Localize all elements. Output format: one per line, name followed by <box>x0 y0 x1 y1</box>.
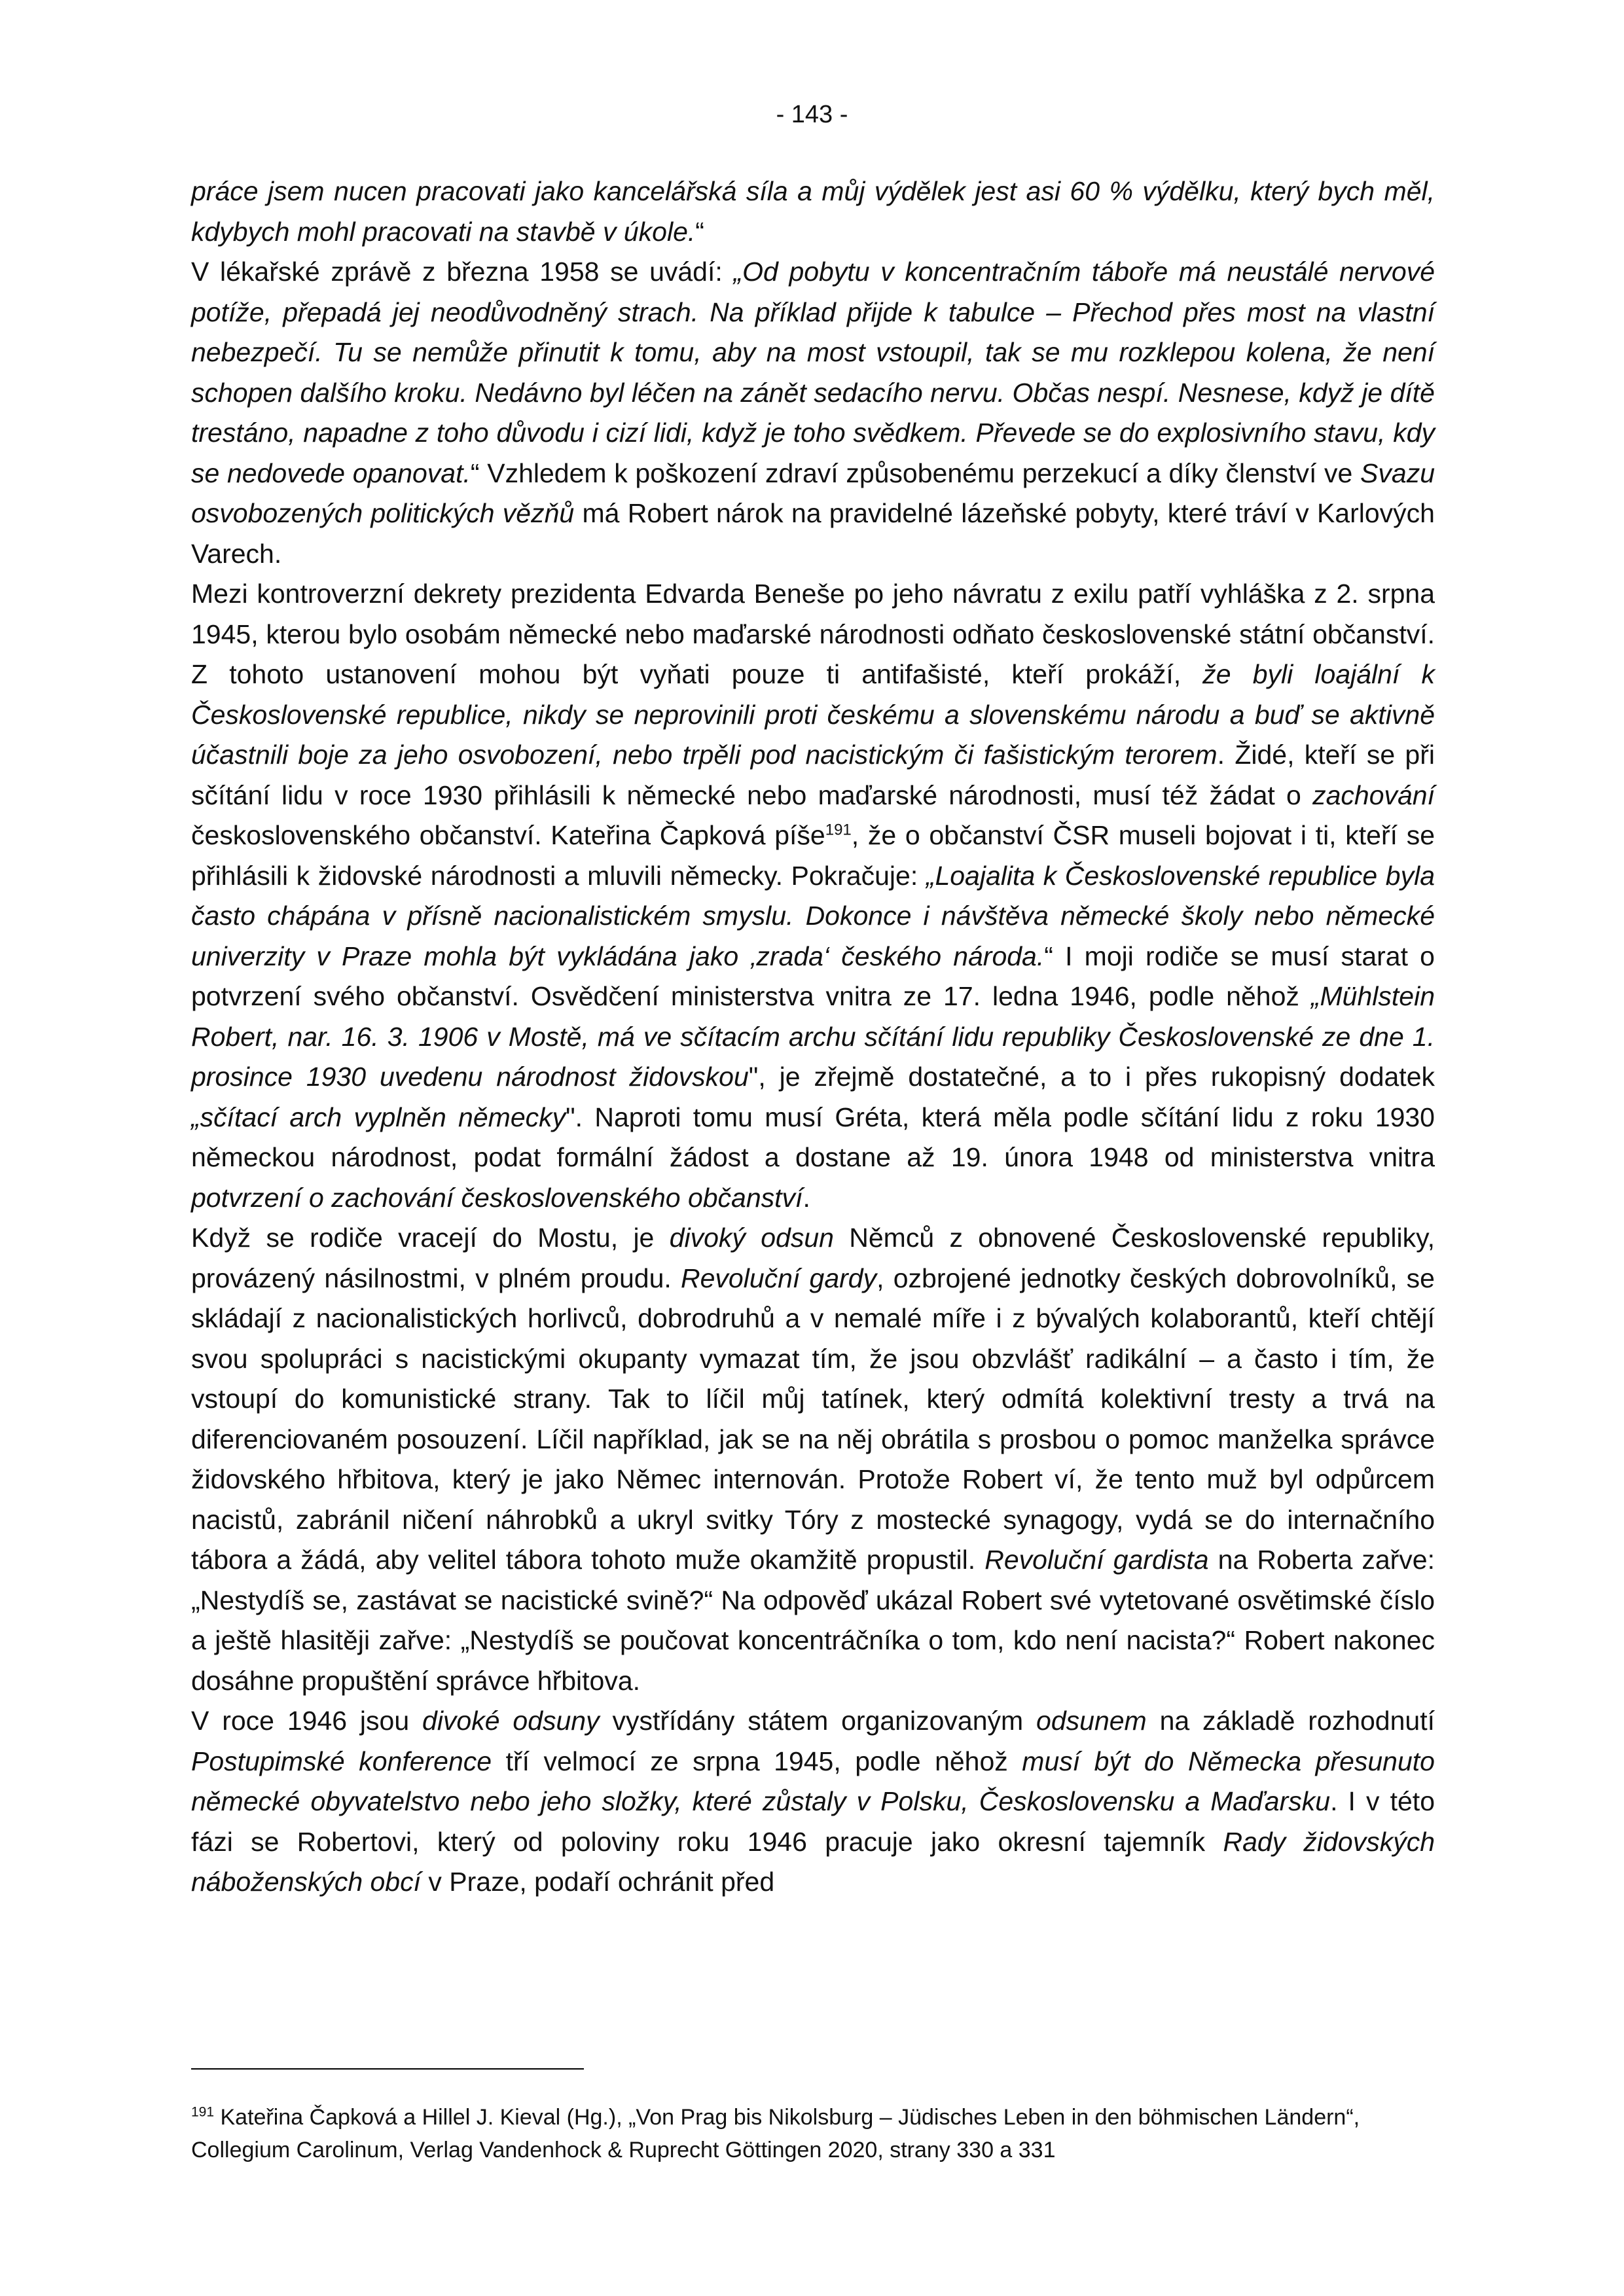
footnote-reference[interactable]: 191 <box>825 821 852 839</box>
footnote-text: Kateřina Čapková a Hillel J. Kieval (Hg.), „Von Prag bis Nikolsburg – Jüdisches Leben in den böhmischen Ländern“, Collegium Carolinum, Verlag Vandenhock & Ruprecht Göttingen 2020, strany 330 a 331 <box>191 2105 1360 2162</box>
text-run: divoký odsun <box>669 1223 834 1253</box>
footnote-separator <box>191 2068 584 2070</box>
text-run: že byli loajální k Československé republice, nikdy se neprovinili proti českému a slovenskému národu a buď se aktivně účastnili boje za jeho osvobození, nebo trpěli pod nacistickým či fašistickým terorem <box>191 659 1435 770</box>
text-run: V lékařské zprávě z března 1958 se uvádí: <box>191 257 734 287</box>
text-run: tří velmocí ze srpna 1945, podle něhož <box>492 1746 1022 1776</box>
text-run: na základě rozhodnutí <box>1146 1706 1435 1736</box>
text-run: ". Naproti tomu musí Gréta, která měla podle sčítání lidu z roku 1930 německou národnost, podat formální žádost a dostane až 19. února 1948 od ministerstva vnitra <box>191 1102 1435 1172</box>
text-run: zachování <box>1312 780 1435 810</box>
text-run: Revoluční gardista <box>984 1545 1209 1575</box>
text-run: . Židé, kteří se při sčítání lidu v roce 1930 přihlásili k německé nebo maďarské národnosti, musí též žádat o <box>191 740 1435 810</box>
text-run: „Od pobytu v koncentračním táboře má neustálé nervové potíže, přepadá jej neodůvodněný strach. Na příklad přijde k tabulce – Přechod přes most na vlastní nebezpečí. Tu se nemůže přinutit k tomu, aby na most vstoupil, tak se mu rozklepou kolena, že není schopen dalšího kroku. Nedávno byl léčen na zánět sedacího nervu. Občas nespí. Nesnese, když je dítě trestáno, napadne z toho důvodu i cizí lidi, když je toho svědkem. Převede se do explosivního stavu, kdy se nedovede opanovat. <box>191 257 1435 488</box>
page-number: - 143 - <box>776 101 848 128</box>
footnote-number: 191 <box>191 2104 215 2120</box>
text-run: „Loajalita k Československé republice byla často chápána v přísně nacionalistickém smyslu. Dokonce i návštěva německé školy nebo německé univerzity v Praze mohla být vykládána jako ‚zrada‘ českého národa. <box>191 860 1435 971</box>
paragraph <box>191 1218 1435 1701</box>
footnote <box>191 2101 1435 2166</box>
text-run: v Praze, podaří ochránit před <box>421 1867 775 1897</box>
text-run: “ Vzhledem k poškození zdraví způsobenému perzekucí a díky členství ve <box>470 457 1361 488</box>
main-text <box>191 171 1435 1903</box>
text-run: . I v této fázi se Robertovi, který od poloviny roku 1946 pracuje jako okresní tajemník <box>191 1786 1435 1857</box>
text-run: musí být do Německa přesunuto německé obyvatelstvo nebo jeho složky, které zůstaly v Polsku, Československu a Maďarsku <box>191 1746 1435 1816</box>
text-run: „Mühlstein Robert, nar. 16. 3. 1906 v Mostě, má ve sčítacím archu sčítání lidu republiky Československé ze dne 1. prosince 1930 uvedenu národnost židovskou <box>191 981 1435 1092</box>
text-run: , že o občanství ČSR museli bojovat i ti, kteří se přihlásili k židovské národnosti a mluvili německy. Pokračuje: <box>191 820 1435 891</box>
text-run: ", je zřejmě dostatečné, a to i přes rukopisný dodatek <box>748 1062 1435 1092</box>
text-run: Němců z obnovené Československé republiky, provázený násilnostmi, v plném proudu. <box>191 1223 1435 1293</box>
text-run: Postupimské konference <box>191 1746 492 1776</box>
text-run: “ I moji rodiče se musí starat o potvrzení svého občanství. Osvědčení ministerstva vnitra ze 17. ledna 1946, podle něhož <box>191 941 1435 1011</box>
text-run: divoké odsuny <box>422 1706 600 1736</box>
text-run: Revoluční gardy <box>681 1263 877 1293</box>
paragraph <box>191 574 1435 1218</box>
text-run: Mezi kontroverzní dekrety prezidenta Edvarda Beneše po jeho návratu z exilu patří vyhláška z 2. srpna 1945, kterou bylo osobám německé nebo maďarské národnosti odňato československé státní občanství. Z tohoto ustanovení mohou být vyňati pouze ti antifašisté, kteří prokáží, <box>191 579 1435 689</box>
paragraph <box>191 252 1435 574</box>
text-run: „sčítací arch vyplněn německy <box>191 1102 566 1132</box>
text-run: vystřídány státem organizovaným <box>599 1706 1037 1736</box>
text-run: práce jsem nucen pracovati jako kancelářská síla a můj výdělek jest asi 60 % výdělku, který bych měl, kdybych mohl pracovati na stavbě v úkole. <box>191 176 1435 247</box>
text-run: odsunem <box>1036 1706 1147 1736</box>
paragraph <box>191 171 1435 252</box>
text-run: , ozbrojené jednotky českých dobrovolníků, se skládají z nacionalistických horlivců, dobrodruhů a v nemalé míře i z bývalých kolaborantů, kteří chtějí svou spolupráci s nacistickými okupanty vymazat tím, že jsou obzvlášť radikální – a často i tím, že vstoupí do komunistické strany. Tak to líčil můj tatínek, který odmítá kolektivní tresty a trvá na diferenciovaném posouzení. Líčil například, jak se na něj obrátila s prosbou o pomoc manželka správce židovského hřbitova, který je jako Němec internován. Protože Robert ví, že tento muž byl odpůrcem nacistů, zabránil ničení náhrobků a ukryl svitky Tóry z mostecké synagogy, vydá se do internačního tábora a žádá, aby velitel tábora tohoto muže okamžitě propustil. <box>191 1263 1435 1575</box>
text-run: Rady židovských náboženských obcí <box>191 1826 1435 1897</box>
text-run: na Roberta zařve: „Nestydíš se, zastávat se nacistické svině?“ Na odpověď ukázal Robert své vytetované osvětimské číslo a ještě hlasitěji zařve: „Nestydíš se poučovat koncentráčníka o tom, kdo není nacista?“ Robert nakonec dosáhne propuštění správce hřbitova. <box>191 1545 1435 1696</box>
text-run: . <box>803 1182 810 1213</box>
text-run: československého občanství. Kateřina Čapková píše <box>191 820 825 850</box>
text-run: má Robert nárok na pravidelné lázeňské pobyty, které tráví v Karlových Varech. <box>191 498 1435 569</box>
text-run: Když se rodiče vracejí do Mostu, je <box>191 1223 670 1253</box>
text-run: “ <box>695 216 704 247</box>
text-run: potvrzení o zachování československého občanství <box>191 1182 803 1213</box>
paragraph <box>191 1701 1435 1903</box>
text-run: V roce 1946 jsou <box>191 1706 423 1736</box>
text-run: Svazu osvobozených politických vězňů <box>191 457 1435 528</box>
